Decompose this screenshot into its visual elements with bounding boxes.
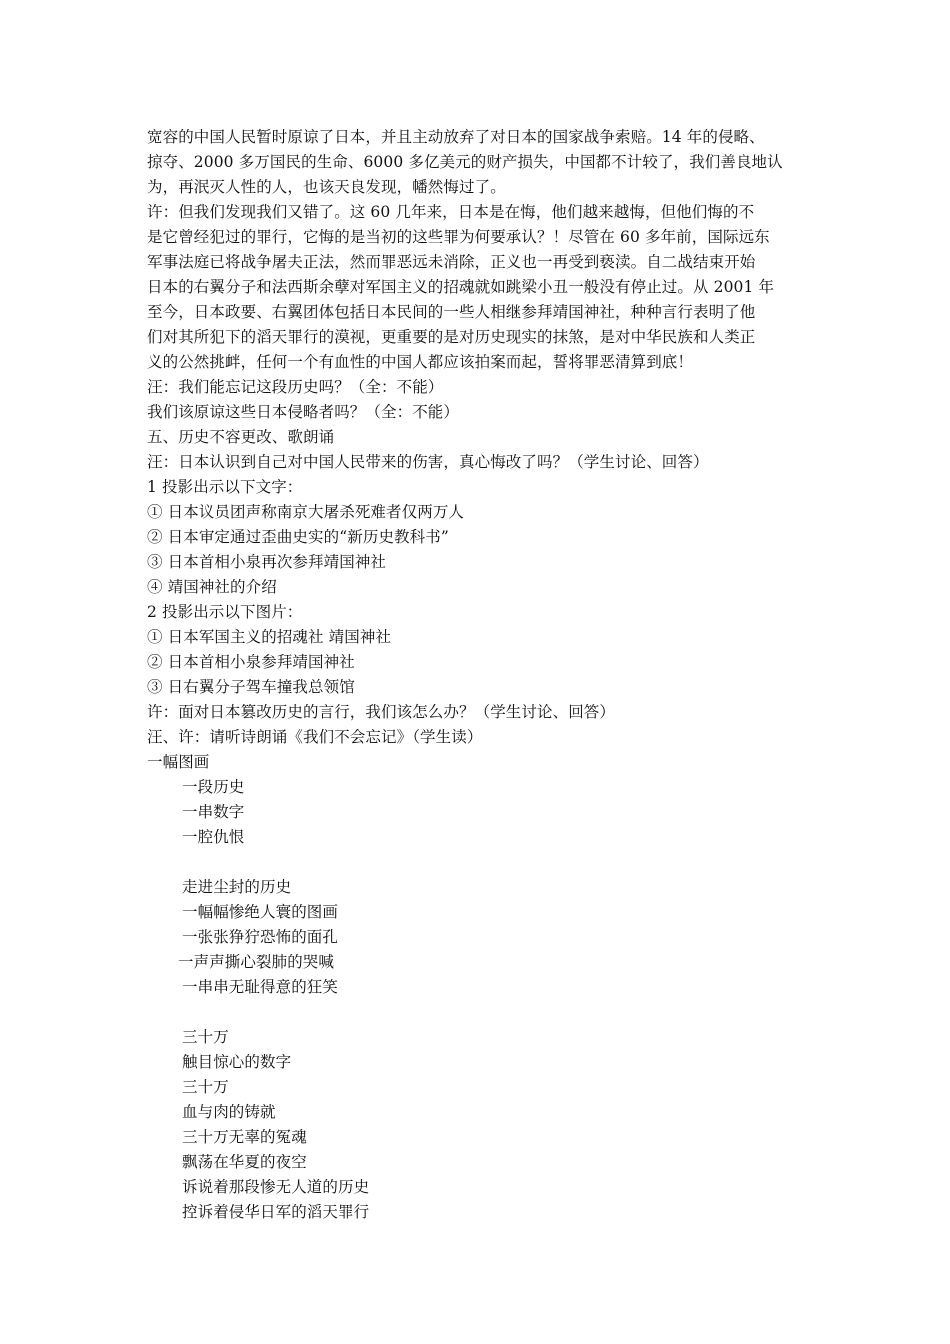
dialogue-line: 汪、许：请听诗朗诵《我们不会忘记》（学生读）	[147, 728, 483, 746]
list-heading: 2 投影出示以下图片：	[147, 603, 303, 621]
paragraph-line: 们对其所犯下的滔天罪行的漠视，更重要的是对历史现实的抹煞，是对中华民族和人类正	[147, 328, 756, 346]
poem-line: 一串数字	[182, 803, 245, 821]
poem-line: 三十万无辜的冤魂	[182, 1128, 307, 1146]
poem-line: 一幅图画	[147, 753, 210, 771]
dialogue-line: 许：面对日本篡改历史的言行，我们该怎么办？（学生讨论、回答）	[147, 703, 616, 721]
paragraph-line: 宽容的中国人民暂时原谅了日本，并且主动放弃了对日本的国家战争索赔。14 年的侵略、	[147, 128, 765, 146]
list-item: ② 日本首相小泉参拜靖国神社	[147, 653, 355, 671]
poem-line: 一腔仇恨	[182, 828, 245, 846]
paragraph-line: 为，再泯灭人性的人，也该天良发现，幡然悔过了。	[147, 178, 506, 196]
paragraph-line: 掠夺、2000 多万国民的生命、6000 多亿美元的财产损失，中国都不计较了，我们善良地认	[147, 153, 783, 171]
list-item: ② 日本审定通过歪曲史实的“新历史教科书”	[147, 528, 449, 546]
poem-line: 一声声撕心裂肺的哭喊	[178, 953, 335, 971]
list-item: ③ 日本首相小泉再次参拜靖国神社	[147, 553, 387, 571]
poem-line: 一张张狰狞恐怖的面孔	[182, 928, 339, 946]
poem-line: 一幅幅惨绝人寰的图画	[182, 903, 339, 921]
list-item: ④ 靖国神社的介绍	[147, 578, 277, 596]
list-heading: 1 投影出示以下文字：	[147, 478, 303, 496]
paragraph-line: 义的公然挑衅，任何一个有血性的中国人都应该拍案而起，誓将罪恶清算到底！	[147, 353, 694, 371]
section-heading: 五、历史不容更改、歌朗诵	[147, 428, 335, 446]
poem-line: 走进尘封的历史	[182, 878, 292, 896]
poem-line: 一段历史	[182, 778, 245, 796]
poem-line: 触目惊心的数字	[182, 1053, 292, 1071]
dialogue-line: 汪：我们能忘记这段历史吗？（全：不能）	[147, 378, 444, 396]
poem-line: 诉说着那段惨无人道的历史	[182, 1178, 370, 1196]
list-item: ① 日本军国主义的招魂社 靖国神社	[147, 628, 392, 646]
paragraph-line: 许：但我们发现我们又错了。这 60 几年来，日本是在悔，他们越来越悔，但他们悔的不	[147, 203, 755, 221]
poem-line: 三十万	[182, 1078, 229, 1096]
paragraph-line: 至今，日本政要、右翼团体包括日本民间的一些人相继参拜靖国神社，种种言行表明了他	[147, 303, 756, 321]
dialogue-line: 汪：日本认识到自己对中国人民带来的伤害，真心悔改了吗？（学生讨论、回答）	[147, 453, 709, 471]
poem-line: 三十万	[182, 1028, 229, 1046]
paragraph-line: 是它曾经犯过的罪行，它悔的是当初的这些罪为何要承认？！尽管在 60 多年前，国际远东	[147, 228, 770, 246]
list-item: ③ 日右翼分子驾车撞我总领馆	[147, 678, 355, 696]
poem-line: 一串串无耻得意的狂笑	[182, 978, 339, 996]
poem-line: 血与肉的铸就	[182, 1103, 276, 1121]
poem-line: 飘荡在华夏的夜空	[182, 1153, 307, 1171]
list-item: ① 日本议员团声称南京大屠杀死难者仅两万人	[147, 503, 465, 521]
paragraph-line: 军事法庭已将战争屠夫正法，然而罪恶远未消除，正义也一再受到亵渎。自二战结束开始	[147, 253, 756, 271]
dialogue-line: 我们该原谅这些日本侵略者吗？（全：不能）	[147, 403, 460, 421]
poem-line: 控诉着侵华日军的滔天罪行	[182, 1203, 370, 1221]
paragraph-line: 日本的右翼分子和法西斯余孽对军国主义的招魂就如跳梁小丑一般没有停止过。从 2001 年	[147, 278, 775, 296]
